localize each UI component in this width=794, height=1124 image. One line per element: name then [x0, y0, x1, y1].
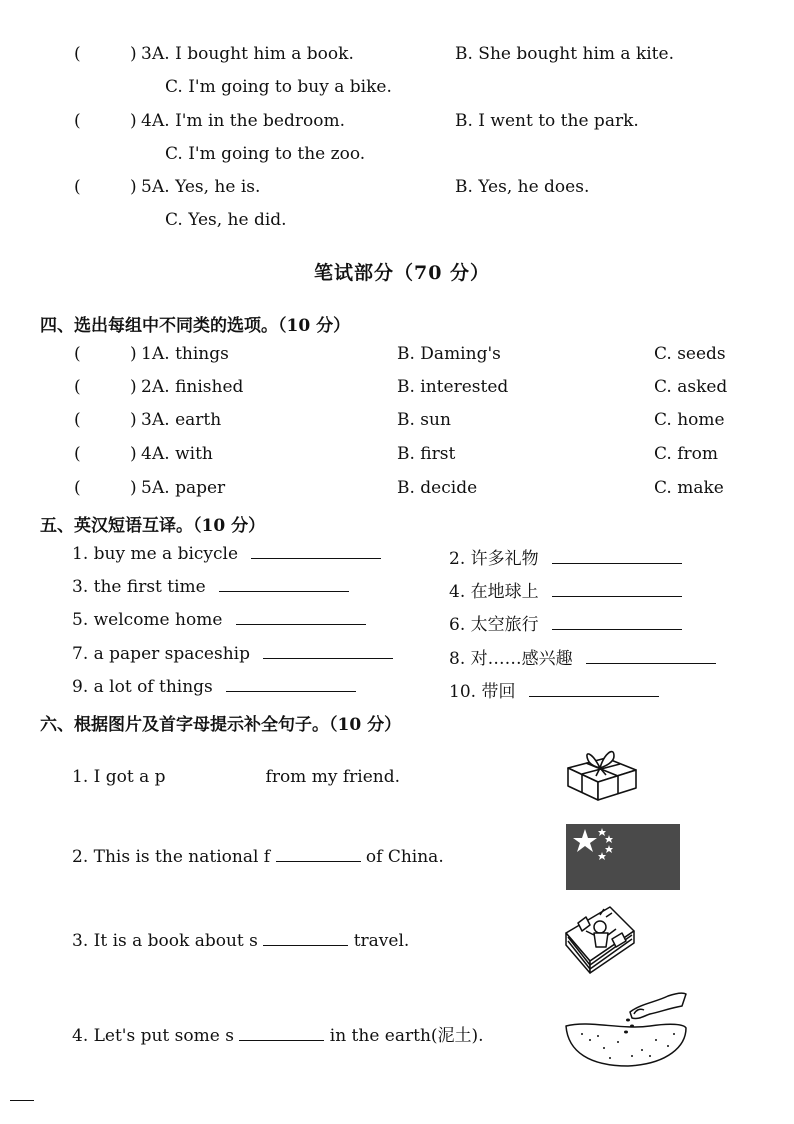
answer-paren-close: ): [130, 177, 137, 197]
answer-paren-close: ): [130, 111, 137, 131]
answer-paren-open[interactable]: (: [74, 410, 81, 430]
answer-paren-close: ): [130, 410, 137, 430]
answer-blank[interactable]: [251, 544, 381, 559]
item-number: 4: [141, 444, 152, 464]
sentence-item-4: [72, 1021, 484, 1046]
option-a: A. I bought him a book.: [152, 44, 354, 64]
phrase-text: 5. welcome home: [72, 610, 223, 630]
option-b: B. decide: [397, 478, 478, 498]
item-number: 1: [141, 344, 152, 364]
translation-item: [449, 677, 659, 702]
option-b: B. first: [397, 444, 456, 464]
answer-blank[interactable]: [552, 582, 682, 597]
phrase-text: 3. the first time: [72, 577, 206, 597]
answer-blank[interactable]: [236, 610, 366, 625]
china-flag-image: [566, 824, 680, 890]
answer-paren-open[interactable]: (: [74, 478, 81, 498]
option-b: B. Yes, he does.: [455, 177, 590, 197]
sentence-start: 4. Let's put some s: [72, 1026, 234, 1046]
item-number: 5: [141, 478, 152, 498]
answer-paren-open[interactable]: (: [74, 344, 81, 364]
gift-box-image: [562, 740, 640, 802]
sentence-start: 3. It is a book about s: [72, 931, 258, 951]
answer-paren-open[interactable]: (: [74, 377, 81, 397]
option-a: A. I'm in the bedroom.: [152, 111, 345, 131]
option-b: B. I went to the park.: [455, 111, 639, 131]
option-a: A. paper: [152, 478, 226, 498]
answer-blank[interactable]: [552, 615, 682, 630]
option-c: C. from: [654, 444, 718, 464]
answer-blank[interactable]: [529, 682, 659, 697]
sentence-end: in the earth(泥土).: [329, 1026, 484, 1046]
answer-blank[interactable]: [239, 1026, 324, 1041]
sentence-end: travel.: [353, 931, 410, 951]
translation-item: [72, 677, 356, 697]
answer-blank[interactable]: [586, 649, 716, 664]
section5-heading: 五、英汉短语互译。（10 分）: [40, 516, 266, 536]
phrase-text: 10. 带回: [449, 682, 516, 702]
answer-blank[interactable]: [263, 931, 348, 946]
option-a: A. with: [152, 444, 213, 464]
translation-item: [449, 577, 682, 602]
item-number: 3: [141, 44, 152, 64]
page-corner-rule: [10, 1100, 34, 1101]
phrase-text: 4. 在地球上: [449, 582, 539, 602]
translation-item: [449, 544, 682, 569]
translation-item: [72, 577, 349, 597]
written-part-title: 笔试部分（70 分）: [314, 262, 491, 284]
sentence-item-3: [72, 931, 409, 951]
item-number: 4: [141, 111, 152, 131]
answer-paren-open[interactable]: (: [74, 44, 81, 64]
answer-paren-close: ): [130, 344, 137, 364]
space-book-image: [560, 903, 640, 983]
answer-paren-close: ): [130, 478, 137, 498]
option-b: B. Daming's: [397, 344, 501, 364]
section6-heading: 六、根据图片及首字母提示补全句子。（10 分）: [40, 715, 402, 735]
sentence-start: 1. I got a p: [72, 767, 166, 787]
answer-blank[interactable]: [219, 577, 349, 592]
translation-item: [449, 644, 716, 669]
option-b: B. sun: [397, 410, 451, 430]
answer-paren-close: ): [130, 44, 137, 64]
option-c: C. asked: [654, 377, 728, 397]
option-b: B. She bought him a kite.: [455, 44, 674, 64]
option-c: C. I'm going to the zoo.: [165, 144, 366, 164]
sentence-item-2: [72, 847, 444, 867]
answer-blank[interactable]: [226, 677, 356, 692]
option-c: C. make: [654, 478, 724, 498]
option-b: B. interested: [397, 377, 509, 397]
translation-item: [72, 644, 393, 664]
translation-item: [72, 544, 381, 564]
phrase-text: 6. 太空旅行: [449, 615, 539, 635]
sentence-end: from my friend.: [265, 767, 400, 787]
section4-heading: 四、选出每组中不同类的选项。（10 分）: [40, 316, 351, 336]
sentence-item-1: [72, 767, 400, 787]
phrase-text: 8. 对……感兴趣: [449, 649, 573, 669]
answer-paren-open[interactable]: (: [74, 111, 81, 131]
answer-blank[interactable]: [276, 847, 361, 862]
option-a: A. things: [152, 344, 229, 364]
answer-paren-close: ): [130, 444, 137, 464]
option-a: A. Yes, he is.: [152, 177, 261, 197]
answer-blank[interactable]: [552, 549, 682, 564]
planting-seeds-image: [560, 990, 690, 1070]
answer-paren-open[interactable]: (: [74, 444, 81, 464]
option-a: A. finished: [152, 377, 244, 397]
option-c: C. home: [654, 410, 725, 430]
item-number: 5: [141, 177, 152, 197]
answer-blank[interactable]: [263, 644, 393, 659]
phrase-text: 1. buy me a bicycle: [72, 544, 239, 564]
phrase-text: 2. 许多礼物: [449, 549, 539, 569]
option-c: C. Yes, he did.: [165, 210, 287, 230]
option-c: C. I'm going to buy a bike.: [165, 77, 392, 97]
translation-item: [449, 610, 682, 635]
item-number: 3: [141, 410, 152, 430]
phrase-text: 9. a lot of things: [72, 677, 213, 697]
translation-item: [72, 610, 366, 630]
option-c: C. seeds: [654, 344, 726, 364]
answer-paren-open[interactable]: (: [74, 177, 81, 197]
sentence-end: of China.: [365, 847, 444, 867]
phrase-text: 7. a paper spaceship: [72, 644, 250, 664]
sentence-start: 2. This is the national f: [72, 847, 271, 867]
item-number: 2: [141, 377, 152, 397]
option-a: A. earth: [152, 410, 222, 430]
answer-paren-close: ): [130, 377, 137, 397]
